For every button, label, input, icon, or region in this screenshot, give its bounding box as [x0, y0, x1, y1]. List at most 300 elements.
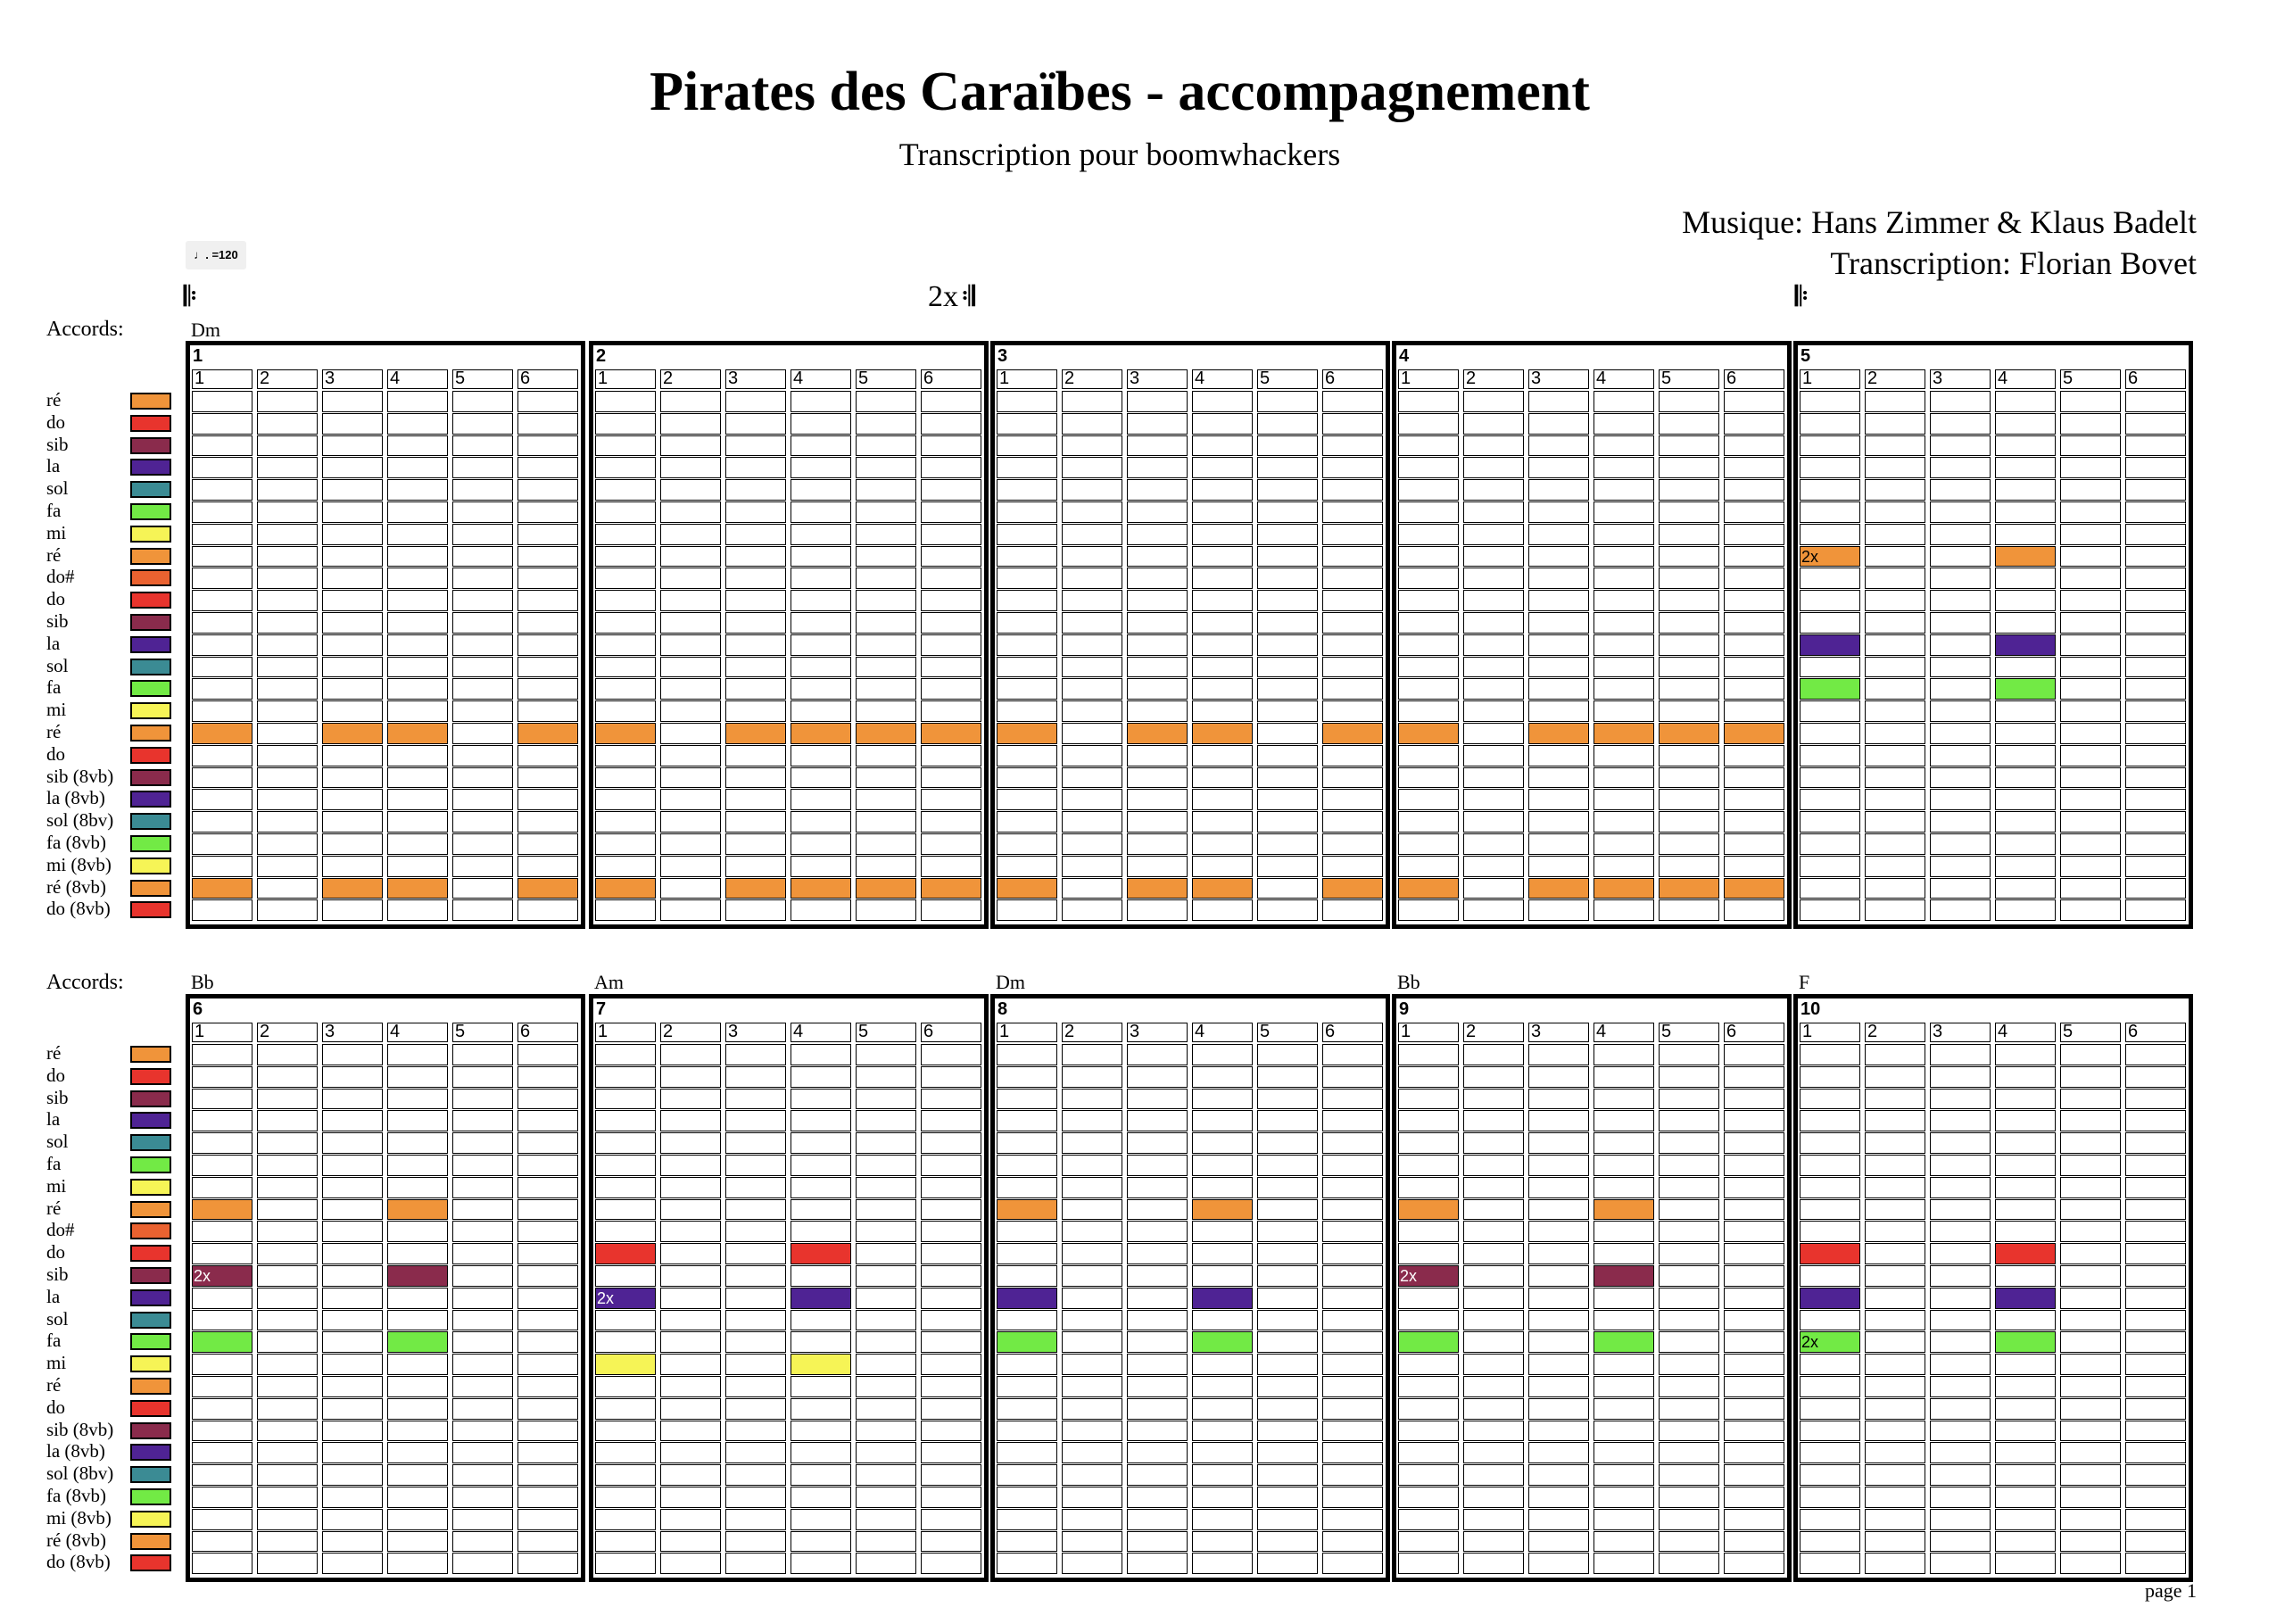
grid-cell — [1594, 1155, 1654, 1176]
grid-cell — [1127, 1376, 1188, 1397]
grid-cell — [725, 1331, 786, 1353]
grid-cell — [997, 789, 1057, 810]
grid-cell — [2060, 878, 2121, 899]
grid-cell — [1398, 1531, 1459, 1553]
grid-cell — [387, 1464, 448, 1486]
beat-number: 3 — [1933, 369, 1943, 388]
grid-cell — [1865, 1243, 1925, 1264]
grid-cell — [725, 479, 786, 501]
grid-cell — [791, 1398, 851, 1420]
grid-cell — [1594, 568, 1654, 589]
grid-cell — [1398, 1155, 1459, 1176]
grid-cell — [725, 457, 786, 478]
grid-cell — [322, 678, 383, 700]
grid-cell — [921, 1199, 981, 1221]
grid-cell — [1930, 1089, 1991, 1110]
grid-cell — [1322, 1442, 1383, 1463]
grid-cell — [1398, 899, 1459, 921]
grid-cell — [1322, 590, 1383, 611]
grid-cell — [1322, 1177, 1383, 1198]
grid-cell — [1800, 811, 1860, 833]
beat-number: 4 — [1596, 369, 1607, 388]
grid-cell — [1659, 479, 1719, 501]
grid-cell — [921, 479, 981, 501]
grid-cell — [1724, 811, 1784, 833]
grid-cell — [1192, 590, 1253, 611]
grid-cell — [1127, 678, 1188, 700]
grid-cell — [1865, 1376, 1925, 1397]
grid-cell — [2060, 435, 2121, 457]
grid-cell — [257, 723, 318, 744]
grid-cell — [387, 1221, 448, 1242]
note-label: ré (8vb) — [46, 875, 107, 898]
grid-cell — [2125, 546, 2186, 568]
grid-cell — [1528, 745, 1589, 766]
note-hit — [192, 1331, 252, 1353]
grid-cell — [1322, 1066, 1383, 1088]
grid-cell — [856, 1265, 916, 1287]
grid-cell — [725, 568, 786, 589]
beat-number: 3 — [1130, 1022, 1140, 1041]
grid-cell — [322, 1421, 383, 1442]
beat-number: 2 — [260, 1022, 270, 1041]
beat-number: 5 — [2063, 1022, 2074, 1041]
beat-number: 1 — [999, 369, 1010, 388]
grid-cell — [192, 1531, 252, 1553]
note-hit — [1192, 1331, 1253, 1353]
grid-cell — [1724, 391, 1784, 412]
beat-number: 5 — [2063, 369, 2074, 388]
grid-cell — [1659, 634, 1719, 656]
grid-cell — [660, 1177, 721, 1198]
note-color-swatch — [130, 901, 171, 918]
grid-cell — [1930, 479, 1991, 501]
grid-cell — [452, 700, 513, 722]
grid-cell — [1322, 899, 1383, 921]
grid-cell — [1865, 1310, 1925, 1331]
grid-cell — [997, 1442, 1057, 1463]
grid-cell — [1724, 767, 1784, 789]
beat-number: 3 — [1130, 369, 1140, 388]
grid-cell — [1594, 899, 1654, 921]
grid-cell — [1127, 435, 1188, 457]
grid-cell — [1127, 1243, 1188, 1264]
grid-cell — [1930, 391, 1991, 412]
note-hit — [1594, 1265, 1654, 1287]
grid-cell — [1192, 1509, 1253, 1530]
grid-cell — [1659, 1310, 1719, 1331]
grid-cell — [595, 657, 656, 678]
grid-cell — [2125, 391, 2186, 412]
beat-number: 1 — [195, 1022, 205, 1041]
grid-cell — [725, 1398, 786, 1420]
grid-cell — [1800, 878, 1860, 899]
grid-cell — [791, 789, 851, 810]
grid-cell — [322, 856, 383, 877]
grid-cell — [1594, 1089, 1654, 1110]
note-label: fa — [46, 1330, 62, 1352]
grid-cell — [856, 1421, 916, 1442]
grid-cell — [1127, 479, 1188, 501]
beat-number: 6 — [1325, 1022, 1336, 1041]
grid-cell — [2125, 811, 2186, 833]
grid-cell — [2060, 1221, 2121, 1242]
grid-cell — [517, 1354, 578, 1375]
accords-label: Accords: — [46, 971, 124, 994]
grid-cell — [1865, 678, 1925, 700]
grid-cell — [1930, 789, 1991, 810]
grid-cell — [997, 1421, 1057, 1442]
grid-cell — [1800, 1310, 1860, 1331]
grid-cell — [1322, 391, 1383, 412]
note-color-swatch — [130, 880, 171, 897]
grid-cell — [2060, 1421, 2121, 1442]
grid-cell — [1724, 1421, 1784, 1442]
grid-cell — [1463, 1464, 1524, 1486]
grid-cell — [1528, 1132, 1589, 1154]
grid-cell — [791, 1442, 851, 1463]
grid-cell — [1322, 501, 1383, 523]
grid-cell — [1257, 700, 1318, 722]
note-label: la — [46, 632, 61, 654]
grid-cell — [1724, 789, 1784, 810]
note-hit — [1800, 1243, 1860, 1264]
grid-cell — [2125, 501, 2186, 523]
grid-cell — [1398, 1487, 1459, 1508]
grid-cell — [1398, 1110, 1459, 1131]
grid-cell — [1800, 1265, 1860, 1287]
grid-cell — [517, 457, 578, 478]
grid-cell — [1659, 1177, 1719, 1198]
grid-cell — [1659, 678, 1719, 700]
grid-cell — [1463, 899, 1524, 921]
grid-cell — [856, 899, 916, 921]
grid-cell — [1995, 856, 2056, 877]
grid-cell — [387, 1044, 448, 1065]
grid-cell — [595, 501, 656, 523]
grid-cell — [2125, 1066, 2186, 1088]
beat-number: 6 — [1726, 1022, 1737, 1041]
grid-cell — [1127, 413, 1188, 435]
grid-cell — [1865, 1398, 1925, 1420]
grid-cell — [1800, 1376, 1860, 1397]
grid-cell — [1463, 745, 1524, 766]
grid-cell — [791, 413, 851, 435]
note-hit — [1995, 1243, 2056, 1264]
grid-cell — [595, 1464, 656, 1486]
grid-cell — [660, 1265, 721, 1287]
grid-cell — [1192, 1398, 1253, 1420]
grid-cell — [1594, 1221, 1654, 1242]
grid-cell — [1192, 1464, 1253, 1486]
grid-cell — [1865, 1132, 1925, 1154]
grid-cell — [1062, 700, 1122, 722]
grid-cell — [2060, 1553, 2121, 1574]
grid-cell — [595, 811, 656, 833]
grid-cell — [387, 856, 448, 877]
grid-cell — [856, 1442, 916, 1463]
grid-cell — [1594, 413, 1654, 435]
grid-cell — [1127, 590, 1188, 611]
grid-cell — [1127, 789, 1188, 810]
grid-cell — [1594, 1553, 1654, 1574]
grid-cell — [1322, 1243, 1383, 1264]
grid-cell — [387, 745, 448, 766]
grid-cell — [856, 612, 916, 634]
grid-cell — [1594, 1310, 1654, 1331]
grid-cell — [595, 1155, 656, 1176]
grid-cell — [1659, 590, 1719, 611]
grid-cell — [791, 1553, 851, 1574]
grid-cell — [387, 1132, 448, 1154]
grid-cell — [997, 546, 1057, 568]
grid-cell — [1995, 1509, 2056, 1530]
grid-cell — [1800, 1044, 1860, 1065]
grid-cell — [1528, 789, 1589, 810]
grid-cell — [1062, 767, 1122, 789]
grid-cell — [1995, 1487, 2056, 1508]
grid-cell — [1930, 435, 1991, 457]
grid-cell — [660, 524, 721, 545]
grid-cell — [1463, 1509, 1524, 1530]
grid-cell — [1192, 413, 1253, 435]
grid-cell — [725, 767, 786, 789]
grid-cell — [2060, 1177, 2121, 1198]
grid-cell — [725, 1044, 786, 1065]
grid-cell — [1257, 391, 1318, 412]
grid-cell — [1257, 1553, 1318, 1574]
note-label: ré (8vb) — [46, 1529, 107, 1551]
grid-cell — [1724, 1177, 1784, 1198]
grid-cell — [1528, 1110, 1589, 1131]
grid-cell — [517, 1553, 578, 1574]
grid-cell — [997, 1110, 1057, 1131]
grid-cell — [1463, 1243, 1524, 1264]
grid-cell — [452, 723, 513, 744]
grid-cell — [791, 1089, 851, 1110]
grid-cell — [452, 546, 513, 568]
grid-cell — [660, 1110, 721, 1131]
grid-cell — [856, 501, 916, 523]
grid-cell — [997, 1553, 1057, 1574]
grid-cell — [452, 1331, 513, 1353]
note-hit — [791, 1288, 851, 1309]
grid-cell — [791, 1110, 851, 1131]
grid-cell — [257, 1509, 318, 1530]
grid-cell — [452, 568, 513, 589]
grid-cell — [1398, 1509, 1459, 1530]
grid-cell — [1322, 457, 1383, 478]
grid-cell — [1062, 1331, 1122, 1353]
grid-cell — [1062, 811, 1122, 833]
grid-cell — [452, 1221, 513, 1242]
grid-cell — [791, 1331, 851, 1353]
grid-cell — [322, 700, 383, 722]
grid-cell — [1062, 1221, 1122, 1242]
grid-cell — [1322, 612, 1383, 634]
grid-cell — [660, 1553, 721, 1574]
grid-cell — [856, 767, 916, 789]
grid-cell — [387, 1531, 448, 1553]
note-color-swatch — [130, 636, 171, 653]
grid-cell — [1398, 1243, 1459, 1264]
grid-cell — [387, 1398, 448, 1420]
grid-cell — [791, 1044, 851, 1065]
grid-cell — [1257, 612, 1318, 634]
grid-cell — [1062, 1288, 1122, 1309]
grid-cell — [1724, 1553, 1784, 1574]
grid-cell — [1257, 1398, 1318, 1420]
grid-cell — [1865, 789, 1925, 810]
grid-cell — [387, 1487, 448, 1508]
grid-cell — [2125, 1464, 2186, 1486]
grid-cell — [1257, 1044, 1318, 1065]
note-label: fa — [46, 1153, 62, 1174]
grid-cell — [1127, 657, 1188, 678]
note-hit — [1995, 1331, 2056, 1353]
grid-cell — [1062, 1110, 1122, 1131]
grid-cell — [192, 1044, 252, 1065]
grid-cell — [1127, 1398, 1188, 1420]
grid-cell — [322, 1044, 383, 1065]
note-hit — [387, 1331, 448, 1353]
grid-cell — [517, 856, 578, 877]
grid-cell — [1322, 1487, 1383, 1508]
note-label: sol — [46, 1131, 69, 1153]
grid-cell — [2125, 1487, 2186, 1508]
grid-cell — [660, 1421, 721, 1442]
grid-cell — [1463, 1553, 1524, 1574]
grid-cell — [1865, 700, 1925, 722]
grid-cell — [595, 1089, 656, 1110]
grid-cell — [1257, 1199, 1318, 1221]
grid-cell — [1192, 1243, 1253, 1264]
grid-cell — [921, 501, 981, 523]
note-color-swatch — [130, 415, 171, 432]
note-hit — [1398, 1199, 1459, 1221]
grid-cell — [517, 1221, 578, 1242]
grid-cell — [192, 612, 252, 634]
grid-cell — [1127, 833, 1188, 855]
grid-cell — [257, 878, 318, 899]
grid-cell — [1865, 856, 1925, 877]
grid-cell — [1528, 1354, 1589, 1375]
grid-cell — [1062, 1421, 1122, 1442]
grid-cell — [997, 590, 1057, 611]
grid-cell — [1594, 524, 1654, 545]
grid-cell — [1062, 745, 1122, 766]
note-label: fa (8vb) — [46, 832, 107, 853]
grid-cell — [1257, 811, 1318, 833]
grid-cell — [725, 1177, 786, 1198]
grid-cell — [997, 1265, 1057, 1287]
grid-cell — [1062, 833, 1122, 855]
note-hit — [192, 878, 252, 899]
grid-cell — [2060, 789, 2121, 810]
grid-cell — [660, 1376, 721, 1397]
grid-cell — [725, 811, 786, 833]
grid-cell — [1724, 678, 1784, 700]
grid-cell — [452, 634, 513, 656]
grid-cell — [2125, 767, 2186, 789]
grid-cell — [322, 833, 383, 855]
grid-cell — [2125, 1331, 2186, 1353]
grid-cell — [856, 657, 916, 678]
grid-cell — [791, 856, 851, 877]
grid-cell — [1724, 1331, 1784, 1353]
grid-cell — [1724, 833, 1784, 855]
grid-cell — [1995, 524, 2056, 545]
grid-cell — [660, 1243, 721, 1264]
grid-cell — [387, 811, 448, 833]
grid-cell — [595, 1066, 656, 1088]
grid-cell — [791, 457, 851, 478]
grid-cell — [1192, 767, 1253, 789]
grid-cell — [791, 700, 851, 722]
grid-cell — [322, 1509, 383, 1530]
grid-cell — [192, 634, 252, 656]
grid-cell — [517, 1487, 578, 1508]
grid-cell — [660, 833, 721, 855]
grid-cell — [856, 1221, 916, 1242]
grid-cell — [1930, 1243, 1991, 1264]
grid-cell — [595, 833, 656, 855]
grid-cell — [595, 1442, 656, 1463]
note-hit — [1724, 723, 1784, 744]
grid-cell — [2060, 612, 2121, 634]
grid-cell — [1724, 1487, 1784, 1508]
grid-cell — [1062, 856, 1122, 877]
grid-cell — [725, 1442, 786, 1463]
grid-cell — [1930, 678, 1991, 700]
grid-cell — [1930, 634, 1991, 656]
grid-cell — [921, 700, 981, 722]
grid-cell — [257, 856, 318, 877]
grid-cell — [1192, 1354, 1253, 1375]
grid-cell — [1398, 1553, 1459, 1574]
grid-cell — [1127, 899, 1188, 921]
grid-cell — [452, 1487, 513, 1508]
grid-cell — [1322, 1110, 1383, 1131]
grid-cell — [1865, 1531, 1925, 1553]
grid-cell — [1659, 1487, 1719, 1508]
grid-cell — [257, 789, 318, 810]
grid-cell — [1463, 1354, 1524, 1375]
grid-cell — [1930, 878, 1991, 899]
grid-cell — [921, 568, 981, 589]
grid-cell — [1865, 723, 1925, 744]
grid-cell — [1463, 1531, 1524, 1553]
grid-cell — [1192, 1531, 1253, 1553]
grid-cell — [660, 590, 721, 611]
grid-cell — [1463, 1398, 1524, 1420]
grid-cell — [725, 1199, 786, 1221]
note-color-swatch — [130, 1333, 171, 1350]
repeat-start-icon: 𝄆 — [1795, 282, 1809, 311]
grid-cell — [1865, 413, 1925, 435]
grid-cell — [856, 1509, 916, 1530]
grid-cell — [856, 700, 916, 722]
beat-number: 5 — [858, 369, 869, 388]
grid-cell — [1594, 700, 1654, 722]
grid-cell — [1594, 479, 1654, 501]
grid-cell — [660, 1398, 721, 1420]
grid-cell — [387, 1509, 448, 1530]
grid-cell — [192, 700, 252, 722]
grid-cell — [2060, 1398, 2121, 1420]
grid-cell — [1995, 1110, 2056, 1131]
note-label: fa — [46, 500, 62, 521]
